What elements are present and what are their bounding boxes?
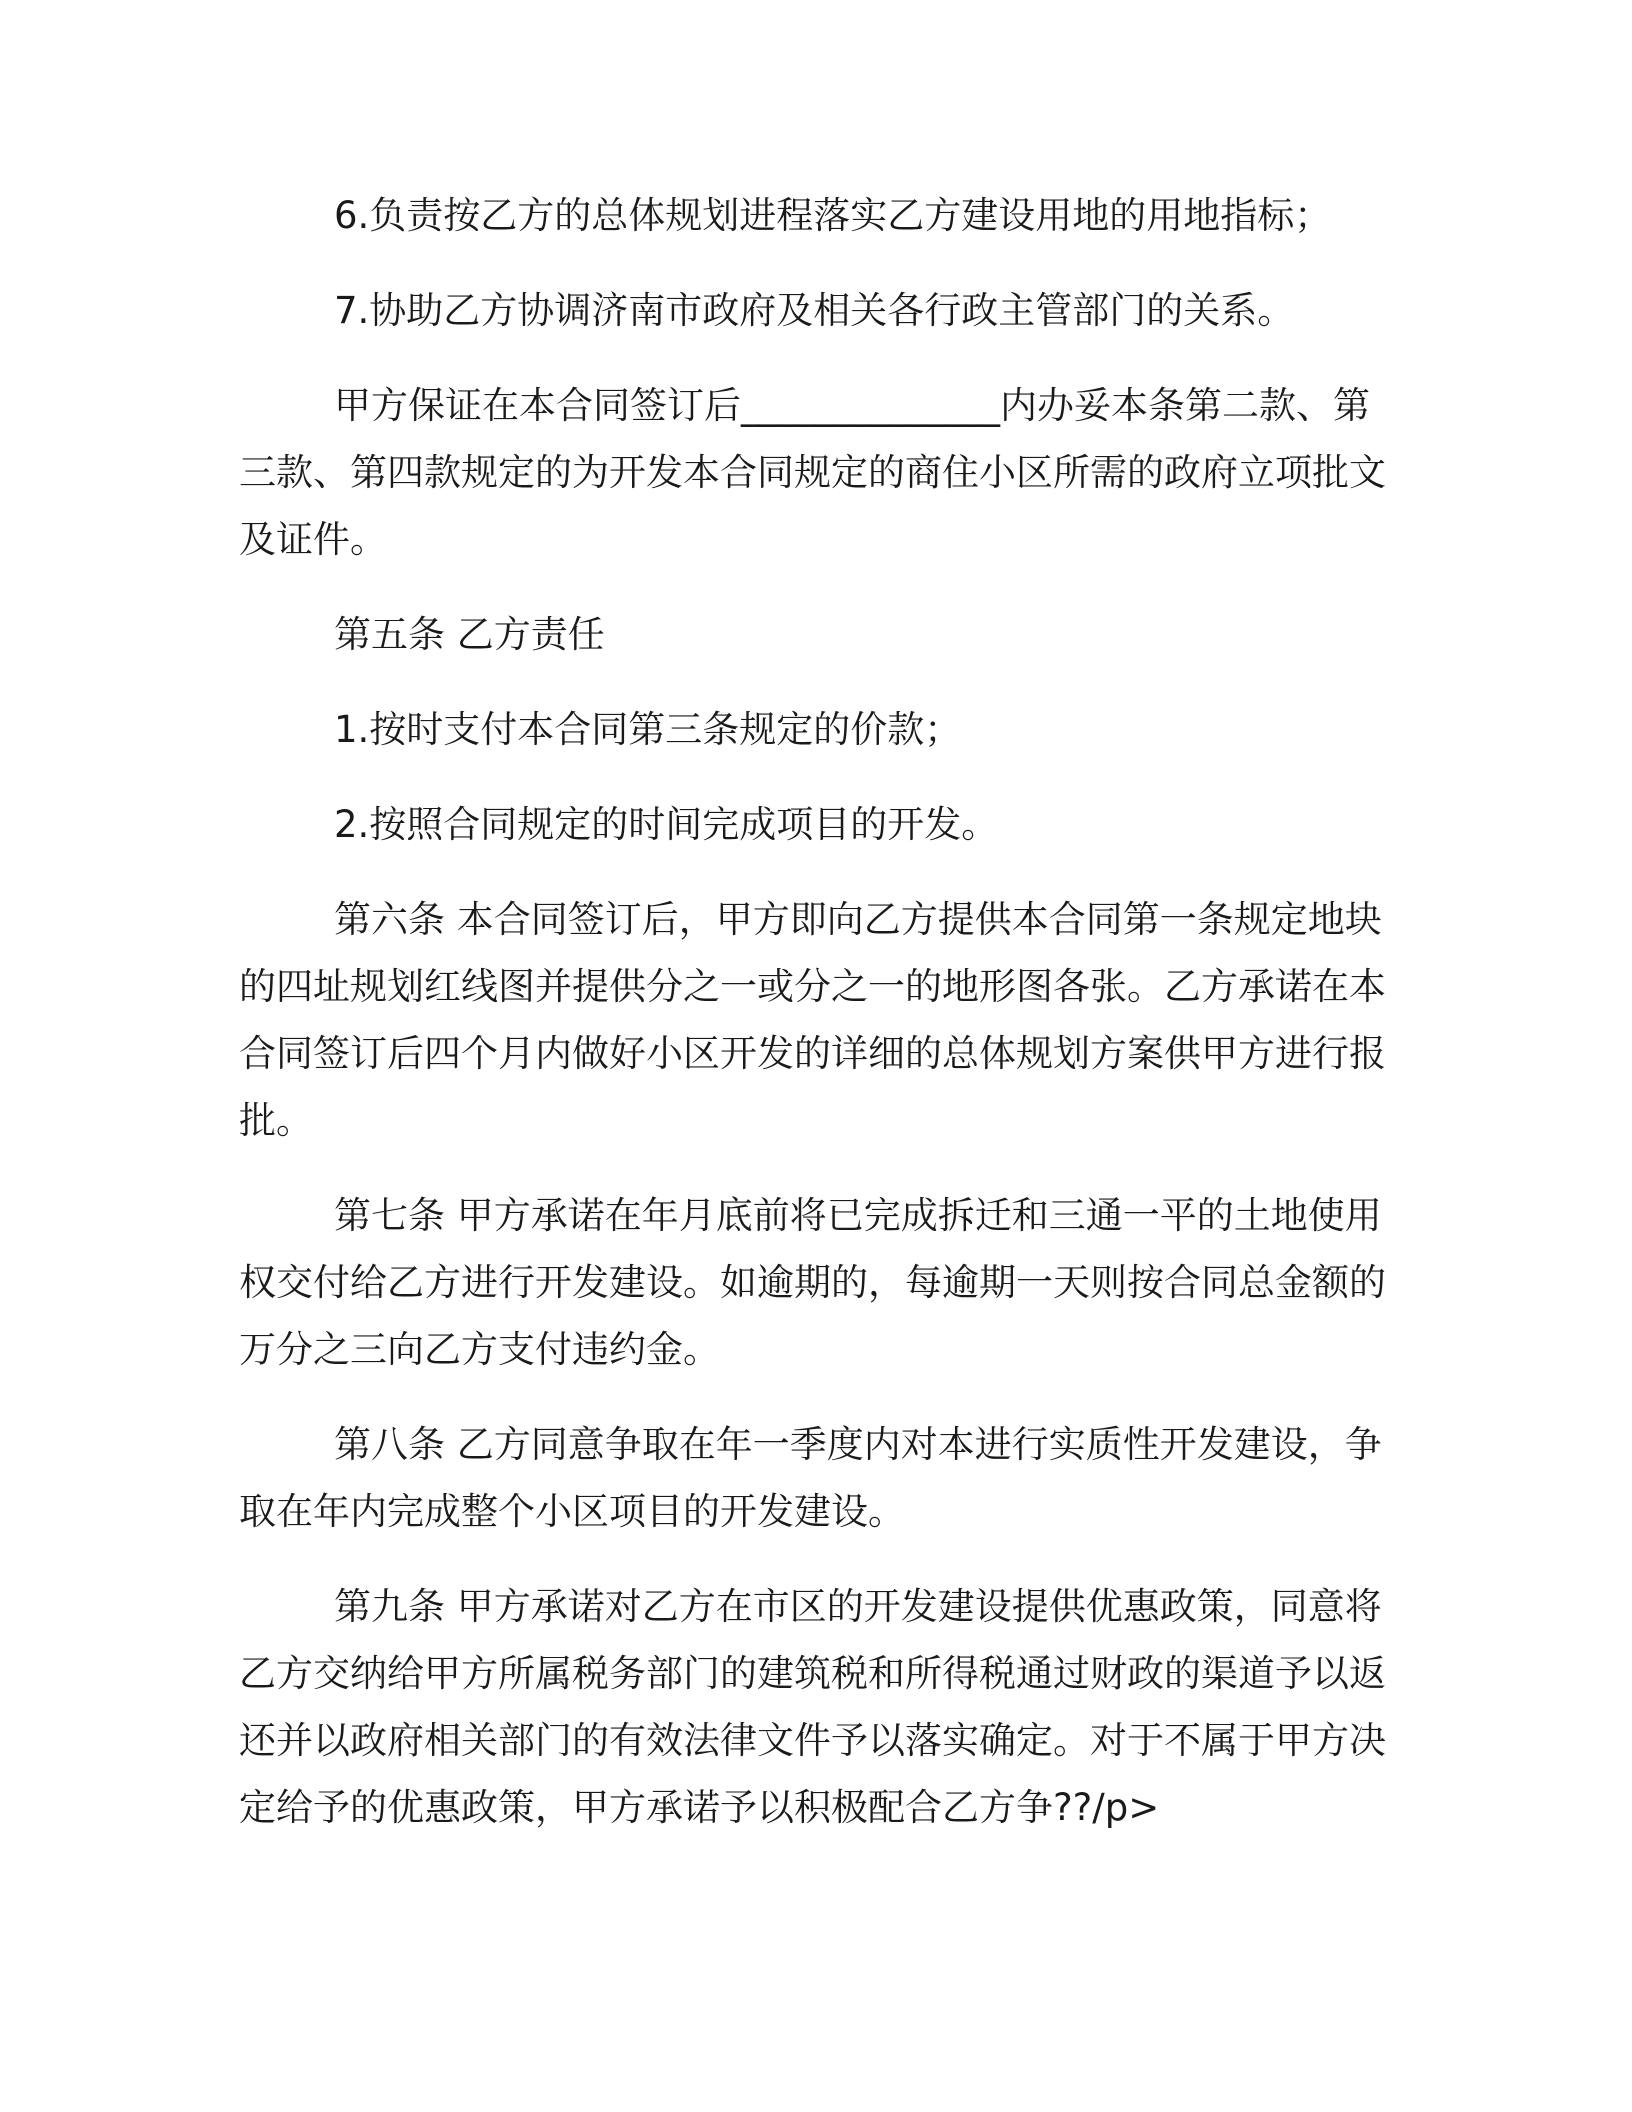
paragraph-item-1: 1.按时支付本合同第三条规定的价款； (334, 708, 962, 751)
article-9: 第九条 甲方承诺对乙方在市区的开发建设提供优惠政策，同意将乙方交纳给甲方所属税务部门的建筑税和所得税通过财政的渠道予以返还并以政府相关部门的有效法律文件予以落实确定。对于不属于甲方决定给予的优惠政策，甲方承诺予以积极配合乙方争??/p> (239, 1585, 1386, 1829)
article-6: 第六条 本合同签订后，甲方即向乙方提供本合同第一条规定地块的四址规划红线图并提供分之一或分之一的地形图各张。乙方承诺在本合同签订后四个月内做好小区开发的详细的总体规划方案供甲方进行报批。 (239, 898, 1386, 1142)
paragraph-item-7: 7.协助乙方协调济南市政府及相关各行政主管部门的关系。 (334, 289, 1295, 332)
paragraph-guarantee: 甲方保证在本合同签订后______________内办妥本条第二款、第三款、第四款规定的为开发本合同规定的商住小区所需的政府立项批文及证件。 (239, 384, 1386, 561)
document-body (239, 182, 1389, 1841)
article-7: 第七条 甲方承诺在年月底前将已完成拆迁和三通一平的土地使用权交付给乙方进行开发建设。如逾期的，每逾期一天则按合同总金额的万分之三向乙方支付违约金。 (239, 1194, 1386, 1371)
paragraph-item-6: 6.负责按乙方的总体规划进程落实乙方建设用地的用地指标； (334, 194, 1332, 237)
paragraph-item-2: 2.按照合同规定的时间完成项目的开发。 (334, 803, 999, 846)
article-5-heading: 第五条 乙方责任 (334, 613, 605, 656)
article-8: 第八条 乙方同意争取在年一季度内对本进行实质性开发建设，争取在年内完成整个小区项目的开发建设。 (239, 1423, 1382, 1533)
